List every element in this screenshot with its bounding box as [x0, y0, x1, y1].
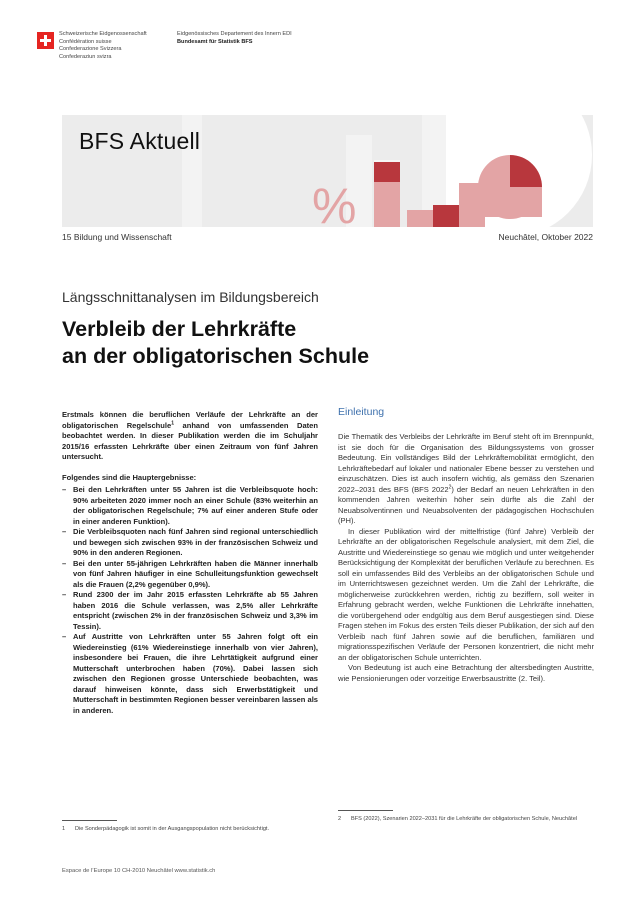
footnote-rule: [338, 810, 393, 811]
confederation-name: [59, 31, 147, 61]
percent-glyph: %: [312, 178, 357, 227]
results-lead: Folgendes sind die Hauptergebnisse:: [62, 472, 197, 482]
intro-paragraph: In dieser Publikation wird der mittelfristige (fünf Jahre) Verbleib der Lehrkräfte an der obligatorischen Regelschule analysiert, mit dem Ziel, die Austritte und Wiedereinstiege so genau wie möglich und unter weitgehender Berücksichtigung der Komplexität der beruflichen Verläufe zu berechnen. Es soll ein umfassendes Bild des Verbleibs an der obligatorischen Schule und im Unterrichtswesen gezeichnet werden. Um die Zahl der Lehrkräfte, die möglicherweise zurückkehren werden, richtig zu beziffern, soll weiter in Erfahrung gebracht werden, welche Funktionen die Lehrkräfte innehatten, die vorübergehend oder endgültig aus dem Beruf ausgestiegen sind. Diese Fragen stehen im Fokus des ersten Teils dieser Publikation, der sich auf den Verbleib nach fünf Jahren sowie auf die beruflichen, familiären und migrationsspezifischen Verläufe der Personen konzentriert, die nicht mehr an der obligatorischen Schule unterrichten.: [338, 526, 594, 662]
banner-pie-base: [478, 187, 542, 217]
footnote-2: [338, 815, 596, 823]
footnote-text: Die Sonderpädagogik ist somit in der Ausgangspopulation nicht berücksichtigt.: [75, 826, 270, 832]
intro-paragraph: Von Bedeutung ist auch eine Betrachtung der altersbedingten Austritte, wie Pensionierungen oder vorzeitige Erwerbsaustritte (2. Teil).: [338, 663, 594, 683]
confederation-line: Schweizerische Eidgenossenschaft: [59, 31, 147, 37]
intro-para1-a: Die Thematik des Verbleibs der Lehrkräfte im Beruf steht oft im Brennpunkt, ist sie doch für die Organisation des Bildungssystems von grosser Bedeutung. Ein vollständiges Bild der Lehrkräftemobilität ermöglicht, den Lehrkräftebedarf auf lokaler und nationaler Ebene besser zu verstehen und einzuschätzen. Dies ist auch insofern wichtig, als gemäss den Szenarien 2022–2031 des BFS (BFS 2022: [338, 432, 594, 494]
intro-paragraph: [338, 432, 594, 527]
list-item: – Bei den Lehrkräften unter 55 Jahren ist die Verbleibsquote hoch: 90% arbeiteten 2020 immer noch an einer Schule (83% weiterhin an der obligatorischen Regelschule; 7% auf einer anderen Stufe oder in einer anderen Funktion).: [62, 485, 318, 527]
banner-bar-top: [374, 162, 400, 182]
summary-intro-b: anhand von umfassenden Daten beobachtet werden. In dieser Publikation werden die im Schuljahr 2015/16 erfassten Lehrkräfte über einen Zeitraum von fünf Jahren untersucht.: [62, 420, 318, 461]
intro-para1-b: ) der Bedarf an neuen Lehrkräften in den kommenden Jahren weiterhin höher sein dürfte als die Zahl der Neuabsolventinnen und Neuabsolventen der pädagogischen Hochschulen (PH).: [338, 484, 594, 525]
series-label: 15 Bildung und Wissenschaft: [62, 232, 172, 242]
summary-intro-a: Erstmals können die beruflichen Verläufe der Lehrkräfte an der obligatorischen Regelschule: [62, 410, 318, 430]
intro-column: [338, 406, 594, 684]
summary-intro: [62, 410, 318, 463]
footnote-ref[interactable]: 1: [171, 419, 174, 426]
office-name: Bundesamt für Statistik BFS: [177, 38, 253, 45]
list-item: – Auf Austritte von Lehrkräften unter 55 Jahren folgt oft ein Wiedereinstieg (61% Wiedereinstiege innerhalb von vier Jahren), insbesondere bei Frauen, die ihre Lehrtätigkeit aufgrund einer Mutterschaft unterbrochen haben (70%). Dabei lassen sich zwischen den Regionen grosse Unterschiede beobachten, was darauf hinweisen könnte, dass sich Erwerbstätigkeit und Mutterschaft in bestimmten Regionen besser vereinbaren lassen als in anderen.: [62, 632, 318, 716]
confederation-line: Confederazione Svizzera: [59, 46, 122, 53]
page-title: [62, 316, 369, 370]
department-block: [177, 31, 292, 46]
section-heading: Einleitung: [338, 406, 385, 418]
banner-bar: [407, 210, 433, 227]
footnote-number: 1: [62, 826, 66, 832]
footnote-number: 2: [338, 816, 342, 822]
place-date: Neuchâtel, Oktober 2022: [498, 232, 593, 242]
footnote-1: [62, 825, 320, 833]
confederation-line: Confederaziun svizra: [59, 53, 112, 60]
list-item: – Bei den unter 55-jährigen Lehrkräften haben die Männer innerhalb von fünf Jahren häufiger in eine Schulleitungsfunktion gewechselt als die Frauen (2,2% gegenüber 0,9%).: [62, 559, 318, 591]
footnote-rule: [62, 820, 117, 821]
confederation-line: Confédération suisse: [59, 38, 112, 45]
banner-bar: [433, 205, 459, 227]
summary-column: [62, 410, 318, 716]
footnote-ref[interactable]: 2: [448, 483, 452, 490]
publication-series-title: BFS Aktuell: [79, 128, 201, 154]
footnote-text: BFS (2022), Szenarien 2022–2031 für die Lehrkräfte der obligatorischen Schule, Neuchâtel: [351, 816, 578, 822]
swiss-flag-icon: [37, 32, 54, 49]
results-list: [62, 485, 318, 716]
list-item: – Rund 2300 der im Jahr 2015 erfassten Lehrkräfte ab 55 Jahren haben 2016 die Schule verlassen, was 2,5% aller Lehrkräfte entspricht (zwischen 2% in der französischen Schweiz und 3,3% im Tessin).: [62, 590, 318, 632]
list-item: – Die Verbleibsquoten nach fünf Jahren sind regional unterschiedlich und bewegen sich zwischen 93% in der französischen Schweiz und 90% in den anderen Regionen.: [62, 527, 318, 559]
title-line: Verbleib der Lehrkräfte: [62, 317, 297, 341]
title-line: an der obligatorischen Schule: [62, 344, 370, 368]
kicker: Längsschnittanalysen im Bildungsbereich: [62, 289, 319, 305]
footer-address: Espace de l’Europe 10 CH-2010 Neuchâtel www.statistik.ch: [62, 868, 216, 874]
department-name: Eidgenössisches Departement des Innern EDI: [177, 31, 292, 37]
